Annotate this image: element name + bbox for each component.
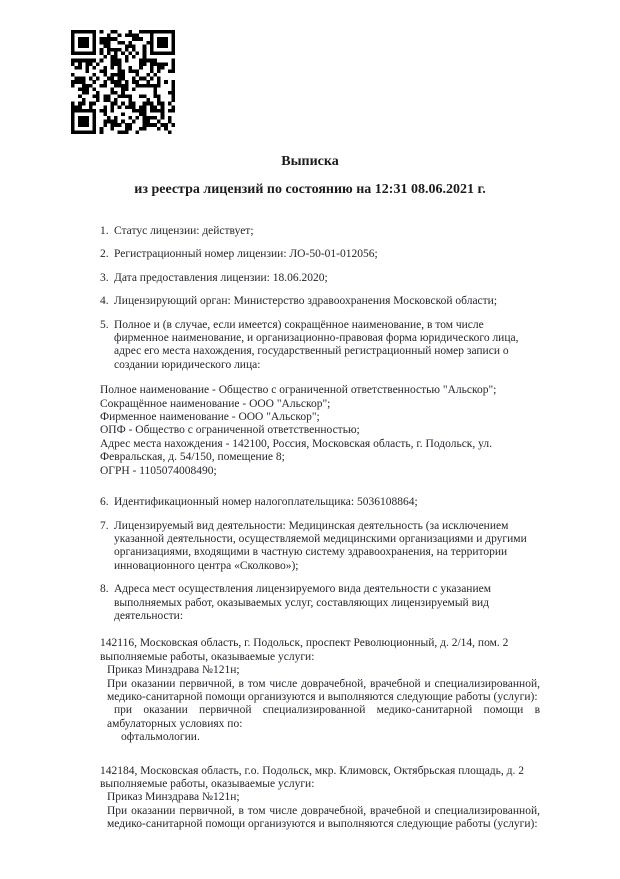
item-text: Идентификационный номер налогоплательщика: 5036108864; xyxy=(114,496,418,509)
order-reference: Приказ Минздрава №121н; xyxy=(107,664,240,677)
list-item-grant-date xyxy=(100,272,540,285)
item-text: Дата предоставления лицензии: 18.06.2020; xyxy=(114,271,328,284)
list-item-reg-number xyxy=(100,248,540,261)
specialty: офтальмологии. xyxy=(121,731,200,744)
order-reference: Приказ Минздрава №121н; xyxy=(107,791,240,804)
item-text: Статус лицензии: действует; xyxy=(114,225,254,237)
works-subparagraph: при оказании первичной специализированной медико-санитарной помощи в амбулаторных условиях по: xyxy=(107,704,540,730)
item-text: Регистрационный номер лицензии: ЛО-50-01-012056; xyxy=(114,248,378,261)
list-item-licensing-authority xyxy=(100,295,540,308)
list-item-names-and-opf xyxy=(100,319,540,373)
list-item-activity-addresses xyxy=(100,583,540,623)
org-address: Адрес места нахождения - 142100, Россия, Московская область, г. Подольск, ул. Февральская, д. 54/150, помещение 8; xyxy=(100,437,492,464)
qr-code xyxy=(71,30,175,134)
organization-details xyxy=(100,384,540,478)
works-label: выполняемые работы, оказываемые услуги: xyxy=(100,778,315,790)
item-text: Полное и (в случае, если имеется) сокращённое наименование, в том числе фирменное наименование, и организационно-правовая форма юридического лица, адрес его места нахождения, государственный регистрационный номер записи о создании юридического лица: xyxy=(114,318,519,371)
item-text: Лицензируемый вид деятельности: Медицинская деятельность (за исключением указанной деятельности, осуществляемой медицинскими организациями и другими организациями, входящими в частную систему здравоохранения, на территории инновационного центра «Сколково»); xyxy=(114,519,527,572)
item-number: 8. xyxy=(100,583,109,596)
item-number: 3. xyxy=(100,271,109,284)
list-item-licensed-activity xyxy=(100,520,540,574)
location-block-1 xyxy=(100,637,540,744)
org-ogrn: ОГРН - 1105074008490; xyxy=(100,464,217,477)
works-paragraph: При оказании первичной, в том числе доврачебной, врачебной и специализированной, медико-санитарной помощи организуются и выполняются следующие работы (услуги): xyxy=(107,804,540,831)
item-number: 1. xyxy=(100,225,109,237)
location-block-2 xyxy=(100,765,540,832)
document-title: Выписка xyxy=(281,154,339,169)
document-body xyxy=(100,225,540,832)
item-number: 5. xyxy=(100,318,109,331)
document-subtitle: из реестра лицензий по состоянию на 12:31 08.06.2021 г. xyxy=(134,182,486,197)
item-number: 6. xyxy=(100,496,109,509)
org-legal-form: ОПФ - Общество с ограниченной ответственностью; xyxy=(100,424,360,437)
works-label: выполняемые работы, оказываемые услуги: xyxy=(100,650,315,663)
item-text: Адреса мест осуществления лицензируемого вида деятельности с указанием выполняемых работ, оказываемых услуг, составляющих лицензируемый вид деятельности: xyxy=(114,583,491,622)
list-item-status xyxy=(100,225,540,238)
works-paragraph: При оказании первичной, в том числе доврачебной, врачебной и специализированной, медико-санитарной помощи организуются и выполняются следующие работы (услуги): xyxy=(107,677,540,703)
item-text: Лицензирующий орган: Министерство здравоохранения Московской области; xyxy=(114,295,498,308)
org-brand-name: Фирменное наименование - ООО "Альскор"; xyxy=(100,411,320,424)
location-address: 142184, Московская область, г.о. Подольск, мкр. Климовск, Октябрьская площадь, д. 2 xyxy=(100,764,525,777)
location-address: 142116, Московская область, г. Подольск, проспект Революционный, д. 2/14, пом. 2 xyxy=(100,637,509,650)
list-item-inn xyxy=(100,496,540,509)
org-full-name: Полное наименование - Общество с ограниченной ответственностью "Альскор"; xyxy=(100,384,497,397)
item-number: 2. xyxy=(100,248,109,261)
item-number: 4. xyxy=(100,295,109,308)
org-short-name: Сокращённое наименование - ООО "Альскор"; xyxy=(100,397,331,410)
item-number: 7. xyxy=(100,519,109,532)
